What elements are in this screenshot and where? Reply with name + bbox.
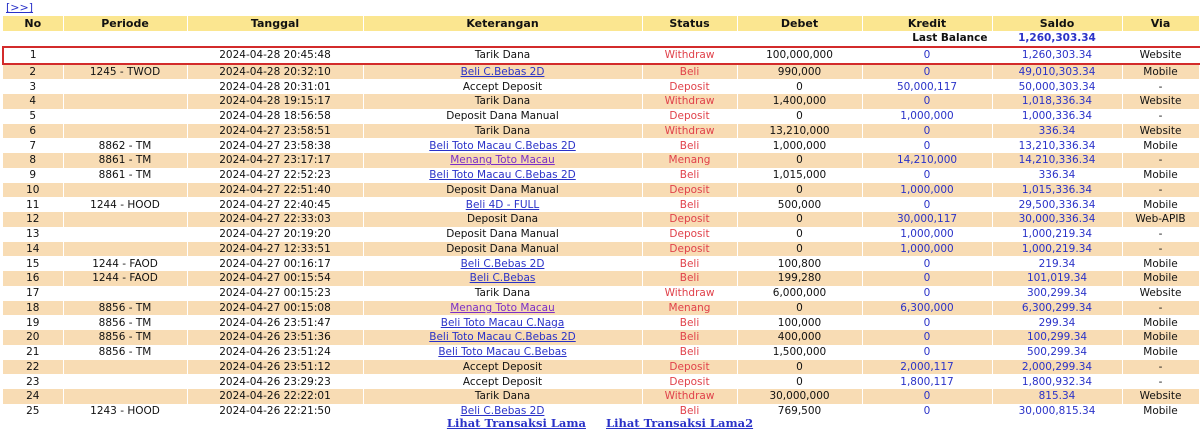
cell-periode [63, 109, 187, 124]
cell-periode: 8856 - TM [63, 345, 187, 360]
cell-kredit: 0 [862, 64, 992, 80]
cell-debet: 199,280 [737, 271, 862, 286]
cell-kredit: 6,300,000 [862, 301, 992, 316]
table-row [3, 360, 1199, 375]
cell-tanggal: 2024-04-27 22:51:40 [187, 183, 363, 198]
cell-saldo: 1,000,219.34 [992, 242, 1122, 257]
table-row [3, 374, 1199, 389]
cell-kredit: 0 [862, 330, 992, 345]
cell-tanggal: 2024-04-26 22:22:01 [187, 389, 363, 404]
cell-kredit: 1,000,000 [862, 109, 992, 124]
cell-tanggal: 2024-04-27 22:40:45 [187, 197, 363, 212]
table-row [3, 301, 1199, 316]
col-header-status: Status [642, 16, 737, 31]
keterangan-link[interactable]: Beli C.Bebas 2D [460, 65, 545, 78]
cell-saldo: 1,015,336.34 [992, 183, 1122, 198]
keterangan-link[interactable]: Beli Toto Macau C.Bebas 2D [429, 169, 576, 182]
cell-status: Beli [642, 197, 737, 212]
cell-via: - [1122, 374, 1199, 389]
cell-saldo: 1,018,336.34 [992, 94, 1122, 109]
cell-tanggal: 2024-04-28 19:15:17 [187, 94, 363, 109]
cell-no: 3 [3, 79, 63, 94]
cell-status: Deposit [642, 360, 737, 375]
col-header-keterangan: Keterangan [363, 16, 642, 31]
cell-kredit: 0 [862, 94, 992, 109]
cell-debet: 100,800 [737, 256, 862, 271]
cell-periode [63, 389, 187, 404]
cell-no: 18 [3, 301, 63, 316]
cell-status: Deposit [642, 183, 737, 198]
cell-keterangan [363, 153, 642, 168]
cell-periode: 1244 - FAOD [63, 256, 187, 271]
cell-periode: 8862 - TM [63, 138, 187, 153]
cell-status: Beli [642, 345, 737, 360]
cell-debet: 0 [737, 153, 862, 168]
cell-no: 20 [3, 330, 63, 345]
cell-debet: 1,500,000 [737, 345, 862, 360]
cell-no: 22 [3, 360, 63, 375]
cell-periode: 8856 - TM [63, 301, 187, 316]
cell-no: 10 [3, 183, 63, 198]
table-row [3, 124, 1199, 139]
cell-status: Beli [642, 64, 737, 80]
cell-no: 4 [3, 94, 63, 109]
cell-tanggal: 2024-04-27 23:17:17 [187, 153, 363, 168]
cell-via: - [1122, 153, 1199, 168]
cell-saldo: 1,000,336.34 [992, 109, 1122, 124]
table-row [3, 197, 1199, 212]
cell-status: Beli [642, 404, 737, 419]
cell-no: 25 [3, 404, 63, 419]
cell-keterangan [363, 330, 642, 345]
cell-debet: 0 [737, 227, 862, 242]
cell-saldo: 1,260,303.34 [992, 47, 1122, 64]
cell-periode [63, 374, 187, 389]
cell-periode: 1244 - HOOD [63, 197, 187, 212]
cell-saldo: 219.34 [992, 256, 1122, 271]
col-header-debet: Debet [737, 16, 862, 31]
cell-debet: 500,000 [737, 197, 862, 212]
cell-debet: 0 [737, 360, 862, 375]
cell-via: Mobile [1122, 404, 1199, 419]
cell-status: Menang [642, 153, 737, 168]
old-transactions-2-link[interactable]: Lihat Transaksi Lama2 [606, 416, 754, 430]
cell-via: Website [1122, 47, 1199, 64]
cell-tanggal: 2024-04-27 23:58:51 [187, 124, 363, 139]
cell-via: Website [1122, 286, 1199, 301]
cell-tanggal: 2024-04-27 00:15:54 [187, 271, 363, 286]
col-header-kredit: Kredit [862, 16, 992, 31]
last-balance-value: 1,260,303.34 [992, 31, 1122, 47]
cell-debet: 1,015,000 [737, 168, 862, 183]
cell-no: 11 [3, 197, 63, 212]
table-row [3, 64, 1199, 80]
cell-saldo: 101,019.34 [992, 271, 1122, 286]
cell-keterangan: Tarik Dana [363, 286, 642, 301]
cell-saldo: 14,210,336.34 [992, 153, 1122, 168]
cell-periode: 1244 - FAOD [63, 271, 187, 286]
cell-no: 15 [3, 256, 63, 271]
cell-debet: 990,000 [737, 64, 862, 80]
cell-debet: 0 [737, 301, 862, 316]
next-page-link[interactable]: [>>] [6, 1, 34, 14]
cell-saldo: 100,299.34 [992, 330, 1122, 345]
cell-tanggal: 2024-04-27 00:15:23 [187, 286, 363, 301]
cell-kredit: 0 [862, 47, 992, 64]
cell-saldo: 6,300,299.34 [992, 301, 1122, 316]
cell-status: Menang [642, 301, 737, 316]
cell-tanggal: 2024-04-26 23:51:12 [187, 360, 363, 375]
cell-keterangan [363, 138, 642, 153]
last-balance-spacer [1122, 31, 1199, 47]
cell-status: Deposit [642, 227, 737, 242]
cell-tanggal: 2024-04-28 20:45:48 [187, 47, 363, 64]
cell-saldo: 2,000,299.34 [992, 360, 1122, 375]
cell-kredit: 1,000,000 [862, 183, 992, 198]
cell-saldo: 49,010,303.34 [992, 64, 1122, 80]
cell-periode [63, 47, 187, 64]
cell-via: - [1122, 242, 1199, 257]
cell-via: Web-APIB [1122, 212, 1199, 227]
cell-debet: 0 [737, 212, 862, 227]
cell-status: Deposit [642, 212, 737, 227]
cell-via: Mobile [1122, 271, 1199, 286]
cell-no: 8 [3, 153, 63, 168]
cell-no: 13 [3, 227, 63, 242]
cell-via: - [1122, 360, 1199, 375]
table-row [3, 345, 1199, 360]
cell-saldo: 336.34 [992, 168, 1122, 183]
cell-no: 6 [3, 124, 63, 139]
cell-keterangan [363, 197, 642, 212]
cell-tanggal: 2024-04-28 20:32:10 [187, 64, 363, 80]
cell-via: Mobile [1122, 197, 1199, 212]
cell-kredit: 2,000,117 [862, 360, 992, 375]
cell-kredit: 0 [862, 389, 992, 404]
cell-tanggal: 2024-04-27 22:52:23 [187, 168, 363, 183]
table-row [3, 330, 1199, 345]
cell-keterangan: Tarik Dana [363, 124, 642, 139]
keterangan-link[interactable]: Beli 4D - FULL [465, 198, 540, 211]
cell-saldo: 30,000,815.34 [992, 404, 1122, 419]
cell-periode: 1245 - TWOD [63, 64, 187, 80]
cell-debet: 0 [737, 242, 862, 257]
cell-kredit: 0 [862, 124, 992, 139]
cell-periode [63, 124, 187, 139]
cell-periode [63, 242, 187, 257]
cell-status: Beli [642, 168, 737, 183]
cell-debet: 13,210,000 [737, 124, 862, 139]
cell-keterangan [363, 64, 642, 80]
cell-keterangan [363, 345, 642, 360]
cell-status: Deposit [642, 242, 737, 257]
table-row [3, 286, 1199, 301]
cell-debet: 400,000 [737, 330, 862, 345]
keterangan-link[interactable]: Beli Toto Macau C.Bebas 2D [429, 331, 576, 344]
cell-via: Mobile [1122, 315, 1199, 330]
cell-keterangan: Tarik Dana [363, 47, 642, 64]
cell-status: Deposit [642, 109, 737, 124]
cell-tanggal: 2024-04-27 12:33:51 [187, 242, 363, 257]
table-row [3, 109, 1199, 124]
cell-status: Withdraw [642, 389, 737, 404]
cell-no: 23 [3, 374, 63, 389]
cell-saldo: 1,800,932.34 [992, 374, 1122, 389]
cell-periode [63, 286, 187, 301]
cell-via: - [1122, 183, 1199, 198]
cell-periode [63, 183, 187, 198]
cell-tanggal: 2024-04-27 20:19:20 [187, 227, 363, 242]
keterangan-link[interactable]: Menang Toto Macau [450, 154, 555, 167]
cell-keterangan: Deposit Dana Manual [363, 242, 642, 257]
cell-no: 5 [3, 109, 63, 124]
keterangan-link[interactable]: Beli Toto Macau C.Bebas [438, 346, 567, 359]
cell-no: 21 [3, 345, 63, 360]
cell-via: Website [1122, 94, 1199, 109]
cell-no: 7 [3, 138, 63, 153]
table-row [3, 315, 1199, 330]
cell-periode [63, 227, 187, 242]
cell-saldo: 500,299.34 [992, 345, 1122, 360]
old-transactions-link[interactable]: Lihat Transaksi Lama [446, 416, 586, 430]
cell-status: Beli [642, 138, 737, 153]
cell-kredit: 0 [862, 197, 992, 212]
cell-saldo: 13,210,336.34 [992, 138, 1122, 153]
cell-no: 9 [3, 168, 63, 183]
cell-tanggal: 2024-04-26 23:51:24 [187, 345, 363, 360]
cell-kredit: 0 [862, 286, 992, 301]
cell-debet: 6,000,000 [737, 286, 862, 301]
cell-keterangan: Deposit Dana Manual [363, 109, 642, 124]
cell-status: Beli [642, 330, 737, 345]
cell-keterangan [363, 301, 642, 316]
table-row [3, 79, 1199, 94]
table-row [3, 389, 1199, 404]
cell-kredit: 0 [862, 168, 992, 183]
cell-keterangan [363, 168, 642, 183]
cell-keterangan: Tarik Dana [363, 94, 642, 109]
col-header-no: No [3, 16, 63, 31]
table-row [3, 183, 1199, 198]
cell-keterangan [363, 315, 642, 330]
cell-saldo: 50,000,303.34 [992, 79, 1122, 94]
cell-kredit: 1,800,117 [862, 374, 992, 389]
cell-no: 16 [3, 271, 63, 286]
cell-saldo: 1,000,219.34 [992, 227, 1122, 242]
cell-debet: 30,000,000 [737, 389, 862, 404]
cell-status: Beli [642, 315, 737, 330]
keterangan-link[interactable]: Beli C.Bebas [469, 272, 536, 285]
cell-tanggal: 2024-04-28 18:56:58 [187, 109, 363, 124]
cell-via: - [1122, 301, 1199, 316]
cell-keterangan: Accept Deposit [363, 374, 642, 389]
cell-status: Deposit [642, 374, 737, 389]
table-row [3, 153, 1199, 168]
cell-via: - [1122, 109, 1199, 124]
keterangan-link[interactable]: Beli C.Bebas 2D [460, 405, 545, 418]
cell-debet: 0 [737, 79, 862, 94]
cell-periode: 8856 - TM [63, 330, 187, 345]
cell-kredit: 30,000,117 [862, 212, 992, 227]
cell-debet: 100,000,000 [737, 47, 862, 64]
table-row [3, 138, 1199, 153]
cell-status: Withdraw [642, 286, 737, 301]
cell-no: 19 [3, 315, 63, 330]
table-row [3, 212, 1199, 227]
cell-saldo: 30,000,336.34 [992, 212, 1122, 227]
cell-saldo: 815.34 [992, 389, 1122, 404]
last-balance-row [3, 31, 1199, 47]
cell-via: Website [1122, 389, 1199, 404]
col-header-tanggal: Tanggal [187, 16, 363, 31]
table-row [3, 256, 1199, 271]
table-row [3, 242, 1199, 257]
cell-keterangan: Tarik Dana [363, 389, 642, 404]
cell-periode: 8861 - TM [63, 153, 187, 168]
cell-periode [63, 360, 187, 375]
cell-keterangan: Deposit Dana Manual [363, 183, 642, 198]
cell-tanggal: 2024-04-26 23:51:36 [187, 330, 363, 345]
cell-tanggal: 2024-04-26 22:21:50 [187, 404, 363, 419]
cell-status: Withdraw [642, 47, 737, 64]
table-row [3, 271, 1199, 286]
cell-no: 24 [3, 389, 63, 404]
keterangan-link[interactable]: Beli C.Bebas 2D [460, 257, 545, 270]
cell-via: Mobile [1122, 64, 1199, 80]
cell-debet: 0 [737, 374, 862, 389]
transactions-table [2, 16, 1200, 419]
cell-saldo: 300,299.34 [992, 286, 1122, 301]
cell-tanggal: 2024-04-27 00:15:08 [187, 301, 363, 316]
cell-keterangan [363, 271, 642, 286]
cell-via: Mobile [1122, 256, 1199, 271]
cell-no: 17 [3, 286, 63, 301]
cell-periode: 8856 - TM [63, 315, 187, 330]
cell-status: Withdraw [642, 94, 737, 109]
cell-via: Website [1122, 124, 1199, 139]
table-row [3, 227, 1199, 242]
cell-keterangan: Accept Deposit [363, 360, 642, 375]
cell-kredit: 1,000,000 [862, 227, 992, 242]
cell-status: Beli [642, 256, 737, 271]
cell-periode [63, 79, 187, 94]
cell-periode [63, 94, 187, 109]
cell-no: 1 [3, 47, 63, 64]
cell-via: Mobile [1122, 330, 1199, 345]
cell-via: Mobile [1122, 138, 1199, 153]
cell-debet: 1,000,000 [737, 138, 862, 153]
col-header-periode: Periode [63, 16, 187, 31]
cell-kredit: 0 [862, 404, 992, 419]
cell-no: 12 [3, 212, 63, 227]
keterangan-link[interactable]: Menang Toto Macau [450, 301, 555, 314]
cell-kredit: 0 [862, 256, 992, 271]
cell-status: Beli [642, 271, 737, 286]
cell-via: Mobile [1122, 345, 1199, 360]
cell-via: Mobile [1122, 168, 1199, 183]
keterangan-link[interactable]: Beli Toto Macau C.Naga [440, 316, 565, 329]
cell-via: - [1122, 79, 1199, 94]
cell-debet: 0 [737, 183, 862, 198]
last-balance-label: Last Balance [3, 31, 992, 47]
table-header-row [3, 16, 1199, 31]
cell-tanggal: 2024-04-28 20:31:01 [187, 79, 363, 94]
cell-debet: 100,000 [737, 315, 862, 330]
cell-debet: 0 [737, 109, 862, 124]
table-row [3, 47, 1199, 64]
cell-keterangan: Accept Deposit [363, 79, 642, 94]
cell-keterangan: Deposit Dana Manual [363, 227, 642, 242]
cell-tanggal: 2024-04-26 23:51:47 [187, 315, 363, 330]
cell-status: Withdraw [642, 124, 737, 139]
cell-kredit: 14,210,000 [862, 153, 992, 168]
cell-no: 2 [3, 64, 63, 80]
cell-tanggal: 2024-04-27 23:58:38 [187, 138, 363, 153]
cell-via: - [1122, 227, 1199, 242]
cell-kredit: 50,000,117 [862, 79, 992, 94]
cell-kredit: 0 [862, 345, 992, 360]
cell-saldo: 299.34 [992, 315, 1122, 330]
cell-periode [63, 212, 187, 227]
cell-periode: 1243 - HOOD [63, 404, 187, 419]
table-row [3, 168, 1199, 183]
cell-no: 14 [3, 242, 63, 257]
cell-saldo: 336.34 [992, 124, 1122, 139]
cell-kredit: 0 [862, 315, 992, 330]
col-header-via: Via [1122, 16, 1199, 31]
cell-periode: 8861 - TM [63, 168, 187, 183]
cell-tanggal: 2024-04-26 23:29:23 [187, 374, 363, 389]
cell-status: Deposit [642, 79, 737, 94]
cell-saldo: 29,500,336.34 [992, 197, 1122, 212]
cell-debet: 769,500 [737, 404, 862, 419]
cell-keterangan [363, 256, 642, 271]
keterangan-link[interactable]: Beli Toto Macau C.Bebas 2D [429, 139, 576, 152]
table-row [3, 94, 1199, 109]
cell-debet: 1,400,000 [737, 94, 862, 109]
cell-kredit: 0 [862, 271, 992, 286]
cell-kredit: 0 [862, 138, 992, 153]
cell-keterangan: Deposit Dana [363, 212, 642, 227]
cell-tanggal: 2024-04-27 00:16:17 [187, 256, 363, 271]
cell-tanggal: 2024-04-27 22:33:03 [187, 212, 363, 227]
cell-kredit: 1,000,000 [862, 242, 992, 257]
col-header-saldo: Saldo [992, 16, 1122, 31]
footer-links [0, 416, 1200, 430]
